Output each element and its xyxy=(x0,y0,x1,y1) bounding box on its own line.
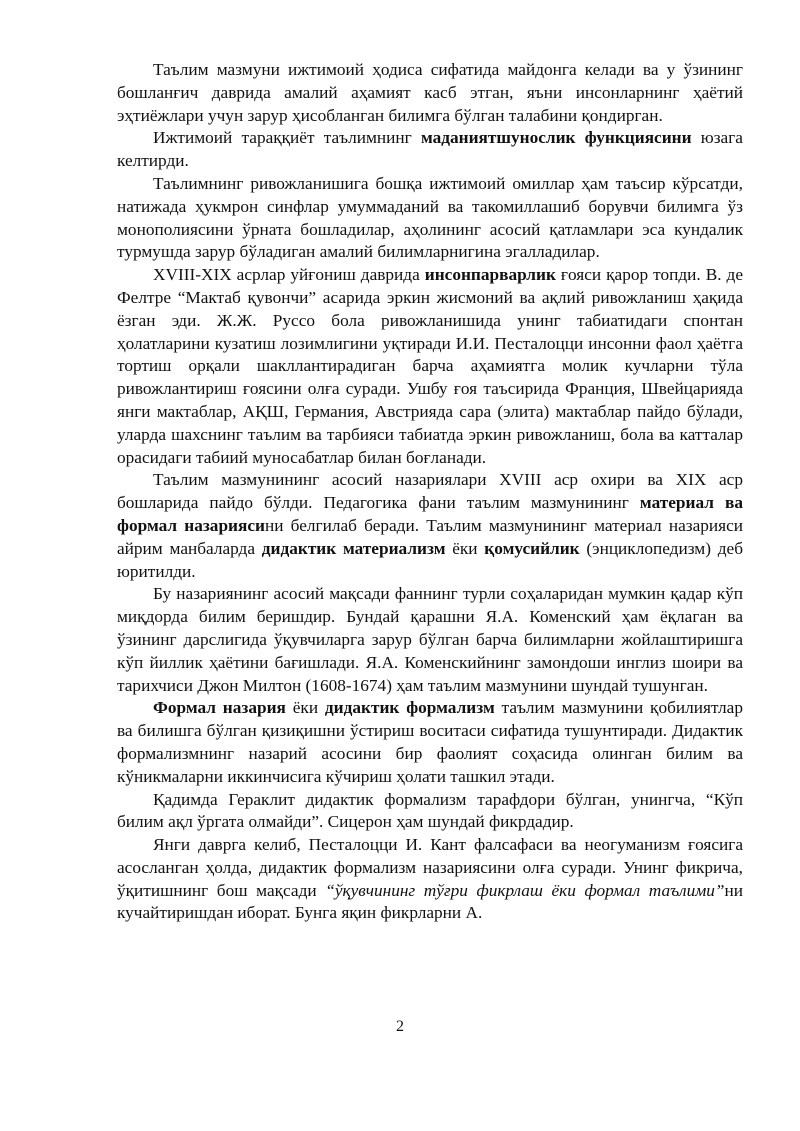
paragraph xyxy=(117,264,743,469)
text-run: (энциклопедизм) деб юритилди. xyxy=(117,538,743,581)
text-run: таълим мазмунини қобилиятлар ва билишга бўлган қизиқишни ўстириш воситаси сифатида тушунтиради. Дидактик формализмнинг назарий асосини бир фаолият соҳасида олинган билим ва кўникмаларни иккинчисига кўчириш ҳолати ташкил этади. xyxy=(117,698,743,786)
text-run: юзага келтирди. xyxy=(117,128,743,171)
paragraph xyxy=(117,697,743,788)
bold-term: инсонпарварлик xyxy=(424,265,556,285)
bold-term: дидактик материализм xyxy=(261,538,446,558)
paragraph xyxy=(117,173,743,264)
paragraph xyxy=(117,59,743,127)
page-number: 2 xyxy=(396,1018,404,1035)
text-run: XVIII-XIX асрлар уйғониш даврида xyxy=(153,265,425,285)
text-run: Бу назариянинг асосий мақсади фаннинг турли соҳаларидан мумкин қадар кўп миқдорда билим беришдир. Бундай қарашни Я.А. Коменский ҳам ёқлаган ва ўзининг дарслигида ўқувчиларга зарур бўлган барча билимларни жойлаштиришга кўп йиллик ҳаётини бағишлади. Я.А. Коменскийнинг замондоши инглиз шоири ва тарихчиси Джон Милтон (1608-1674) ҳам таълим мазмунини шундай тушунган. xyxy=(117,584,743,695)
text-run: Янги даврга келиб, Песталоцци И. Кант фалсафаси ва неогуманизм ғоясига асосланган ҳолда, дидактик формализм назариясини олға суради. Унинг фикрича, ўқитишнинг бош мақсади xyxy=(117,835,743,900)
body-text xyxy=(117,59,743,925)
text-run: ни белгилаб беради. Таълим мазмунининг материал назарияси айрим манбаларда xyxy=(117,515,744,558)
text-run: Таълимнинг ривожланишига бошқа ижтимоий омиллар ҳам таъсир кўрсатди, натижада ҳукмрон синфлар умуммаданий ва такомиллашиб борувчи билимга ўз монополиясини ўрната бошладилар, аҳолининг асосий қатламлари эса кундалик турмушда зарур бўладиган амалий билимларнигина эгалладилар. xyxy=(117,173,743,262)
paragraph xyxy=(117,834,743,925)
text-run: Қадимда Гераклит дидактик формализм тарафдори бўлган, унингча, “Кўп билим ақл ўргата олмайди”. Сицерон ҳам шундай фикрдадир. xyxy=(117,789,743,832)
text-run: Таълим мазмуни ижтимоий ҳодиса сифатида майдонга келади ва у ўзининг бошланғич даврида амалий аҳамият касб этган, яъни инсонларнинг ҳаётий эҳтиёжлари учун зарур ҳисобланган билимга бўлган талабини қондирган. xyxy=(117,60,743,125)
text-run: ни кучайтиришдан иборат. Бунга яқин фикрларни А. xyxy=(117,880,744,923)
bold-term: қомусийлик xyxy=(484,538,580,558)
document-page xyxy=(117,59,743,925)
bold-term: Формал назария xyxy=(153,698,286,718)
bold-term: материал ва формал назарияси xyxy=(117,493,743,535)
paragraph xyxy=(117,583,743,697)
text-run: Таълим мазмунининг асосий назариялари XVIII аср охири ва XIX аср бошларида пайдо бўлди. Педагогика фани таълим мазмунининг xyxy=(117,470,743,513)
paragraph xyxy=(117,469,743,583)
bold-term: маданиятшунослик функциясини xyxy=(420,128,692,148)
text-run: ғояси қарор топди. В. де Фелтре “Мактаб қувончи” асарида эркин жисмоний ва ақлий ривожланиш ҳақида ёзган эди. Ж.Ж. Руссо бола ривожланишида унинг табиатидаги спонтан ҳолатларини кузатиш лозимлигини уқтиради И.И. Песталоцци инсонни фаол ҳаётга тортиш орқали шакллантирадиган барча аҳамиятга молик кучларни тўла ривожлантириш ғоясини олға суради. Ушбу ғоя таъсирида Франция, Швейцарияда янги мактаблар, АҚШ, Германия, Австрияда сара (элита) мактаблар пайдо бўлади, уларда шахснинг таълим ва тарбияси табиатда эркин ривожланиш, бола ва катталар орасидаги табиий муносабатлар билан боғланади. xyxy=(117,265,743,467)
bold-term: дидактик формализм xyxy=(324,698,495,718)
italic-quote: “ўқувчининг тўғри фикрлаш ёки формал таълими” xyxy=(325,880,725,900)
paragraph xyxy=(117,127,743,173)
paragraph xyxy=(117,789,743,835)
text-run: ёки xyxy=(285,698,325,718)
text-run: ёки xyxy=(445,538,485,558)
text-run: Ижтимоий тараққиёт таълимнинг xyxy=(153,128,421,148)
